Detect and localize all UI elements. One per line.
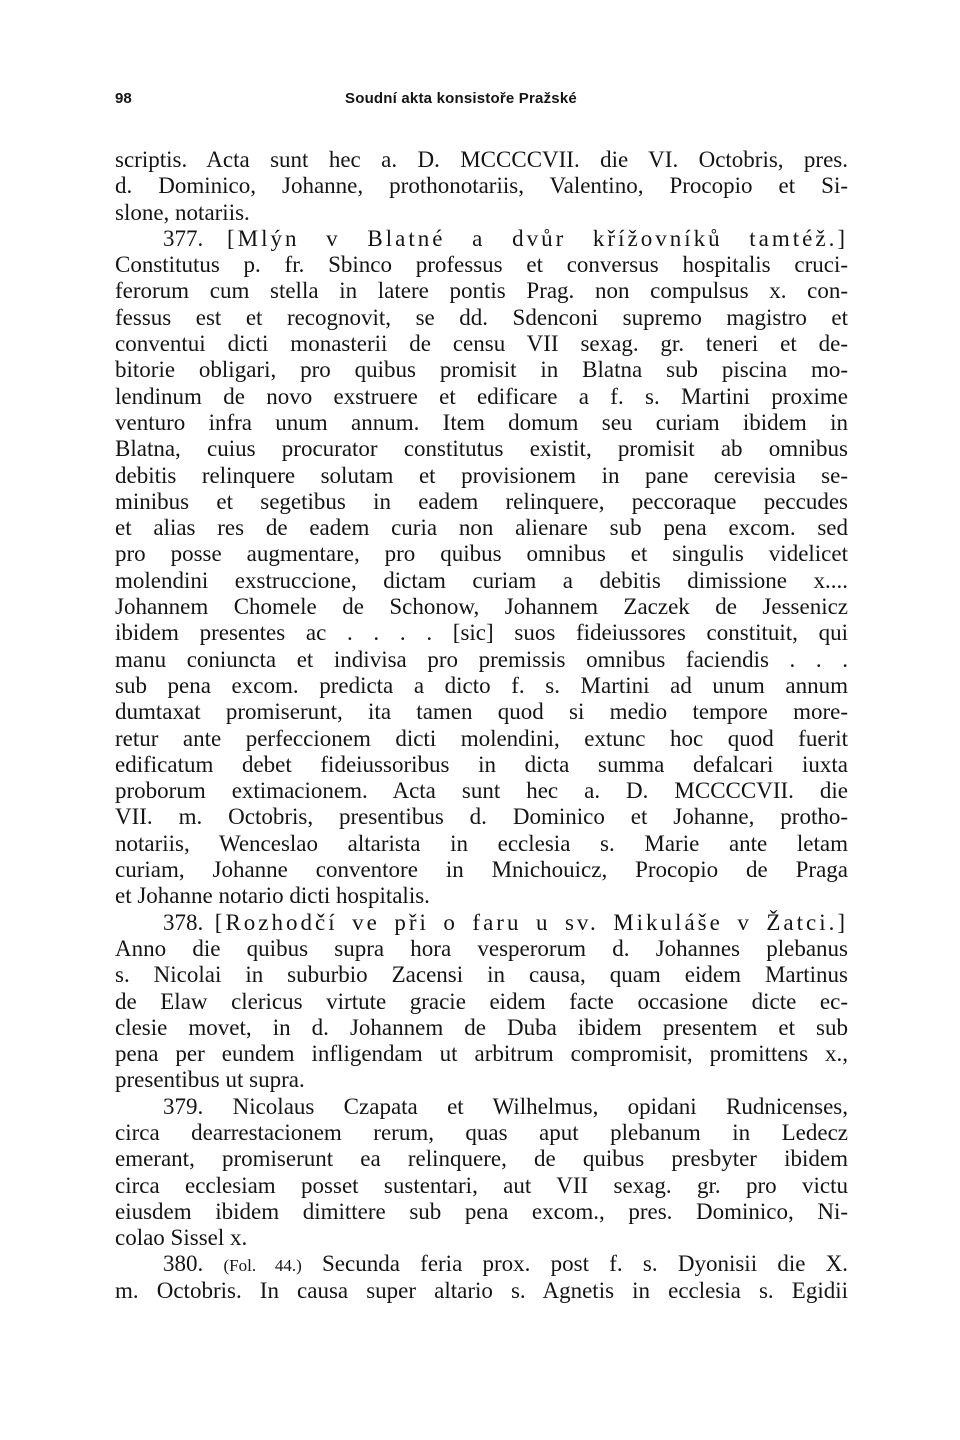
text-line: circa ecclesiam posset sustentari, aut VII sexag. gr. pro victu [115,1172,848,1198]
folio-reference: (Fol. 44.) [223,1256,302,1276]
text-line: emerant, promiserunt ea relinquere, de quibus presbyter ibidem [115,1146,848,1172]
text-line: Constitutus p. fr. Sbinco professus et conversus hospitalis cruci- [115,252,848,278]
text-line: presentibus ut supra. [115,1067,305,1093]
running-title: Soudní akta konsistoře Pražské [345,90,577,107]
text-line: retur ante perfeccionem dicti molendini, extunc hoc quod fuerit [115,725,848,751]
text-line: colao Sissel x. [115,1225,248,1251]
entry-380-first-line [115,1251,848,1277]
text-line: fessus est et recognovit, se dd. Sdenconi supremo magistro et [115,304,848,330]
text-line: lendinum de novo exstruere et edificare a f. s. Martini proxime [115,383,848,409]
text-line: minibus et segetibus in eadem relinquere, peccoraque peccudes [115,488,848,514]
text-line: pena per eundem infligendam ut arbitrum compromisit, promittens x., [115,1041,848,1067]
text-line: d. Dominico, Johanne, prothonotariis, Valentino, Procopio et Si- [115,173,848,199]
text-line: Nicolaus Czapata et Wilhelmus, opidani Rudnicenses, [232,1093,848,1119]
text-line: edificatum debet fideiussoribus in dicta summa defalcari iuxta [115,751,848,777]
text-line: Blatna, cuius procurator constitutus existit, promisit ab omnibus [115,436,848,462]
text-line: Anno die quibus supra hora vesperorum d. Johannes plebanus [115,935,848,961]
text-line: sub pena excom. predicta a dicto f. s. Martini ad unum annum [115,672,848,698]
text-line: Johannem Chomele de Schonow, Johannem Zaczek de Jessenicz [115,594,848,620]
text-line: m. Octobris. In causa super altario s. Agnetis in ecclesia s. Egidii [115,1277,848,1303]
text-line: ibidem presentes ac . . . . [sic] suos fideiussores constituit, qui [115,620,848,646]
text-line: curiam, Johanne conventore in Mnichouicz, Procopio de Praga [115,857,848,883]
text-line: clesie movet, in d. Johannem de Duba ibidem presentem et sub [115,1014,848,1040]
text-line: VII. m. Octobris, presentibus d. Dominico et Johanne, protho- [115,804,848,830]
page-number: 98 [115,90,132,107]
entry-number: 380. [163,1251,204,1277]
text-line: debitis relinquere solutam et provisionem in pane cerevisia se- [115,462,848,488]
text-line: ferorum cum stella in latere pontis Prag. non compulsus x. con- [115,278,848,304]
text-line: slone, notariis. [115,199,250,225]
text-line: venturo infra unum annum. Item domum seu curiam ibidem in [115,409,848,435]
text-line: scriptis. Acta sunt hec a. D. MCCCCVII. die VI. Octobris, pres. [115,147,848,172]
document-body [115,147,848,1304]
text-line: eiusdem ibidem dimittere sub pena excom., pres. Dominico, Ni- [115,1198,848,1224]
text-line: et Johanne notario dicti hospitalis. [115,883,430,909]
text-line: dumtaxat promiserunt, ita tamen quod si medio tempore more- [115,699,848,725]
entry-title: [Rozhodčí ve při o faru u sv. Mikuláše v Žatci.] [214,909,848,935]
text-line: proborum extimacionem. Acta sunt hec a. D. MCCCCVII. die [115,778,848,804]
text-line: notariis, Wenceslao altarista in ecclesia s. Marie ante letam [115,830,848,856]
text-line: et alias res de eadem curia non alienare sub pena excom. sed [115,515,848,541]
text-line: pro posse augmentare, pro quibus omnibus et singulis videlicet [115,541,848,567]
text-line: de Elaw clericus virtute gracie eidem facte occasione dicte ec- [115,988,848,1014]
text-line: circa dearrestacionem rerum, quas aput plebanum in Ledecz [115,1119,848,1145]
entry-378-heading [115,910,848,936]
text-line: conventui dicti monasterii de censu VII sexag. gr. teneri et de- [115,331,848,357]
text-line: molendini exstruccione, dictam curiam a debitis dimissione x.... [115,567,848,593]
entry-number: 379. [163,1093,204,1119]
entry-number: 377. [163,225,204,251]
text-line: Secunda feria prox. post f. s. Dyonisii die X. [322,1251,848,1277]
text-line: s. Nicolai in suburbio Zacensi in causa, quam eidem Martinus [115,962,848,988]
entry-379-first-line [115,1094,848,1120]
entry-number: 378. [163,909,204,935]
entry-377-heading [115,226,848,252]
page-header [115,90,848,114]
entry-title: [Mlýn v Blatné a dvůr křížovníků tamtéž.] [226,225,848,251]
text-line: manu coniuncta et indivisa pro premissis omnibus faciendis . . . [115,646,848,672]
text-line: bitorie obligari, pro quibus promisit in Blatna sub piscina mo- [115,357,848,383]
